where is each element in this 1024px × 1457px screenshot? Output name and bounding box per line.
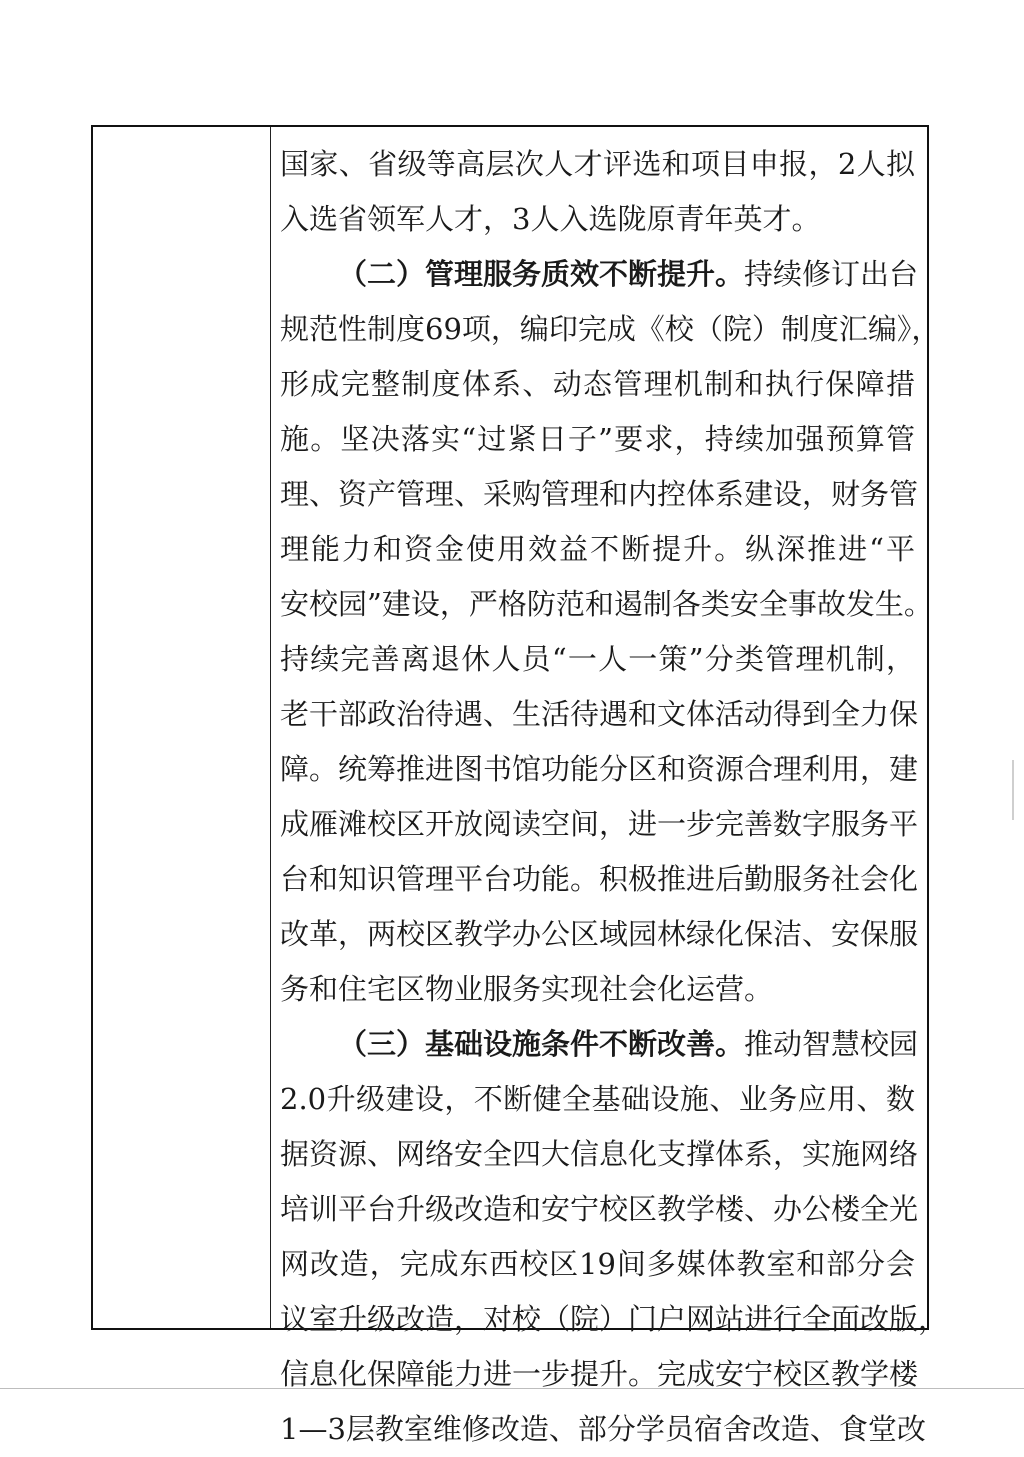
- text-run: 持续修订出台: [744, 257, 919, 291]
- text-line: 1—3层教室维修改造、部分学员宿舍改造、食堂改: [280, 1412, 926, 1446]
- text-line: 议室升级改造，对校（院）门户网站进行全面改版，: [280, 1302, 948, 1336]
- text-line: 理、资产管理、采购管理和内控体系建设，财务管: [280, 477, 919, 511]
- scan-bottom-rule: [0, 1388, 1024, 1389]
- text-line: 据资源、网络安全四大信息化支撑体系，实施网络: [280, 1137, 919, 1171]
- text-line: 形成完整制度体系、动态管理机制和执行保障措: [280, 367, 915, 401]
- text-line: 持续完善离退休人员“一人一策”分类管理机制，: [280, 642, 915, 676]
- section-heading-3: （三）基础设施条件不断改善。: [338, 1027, 745, 1061]
- text-line: 网改造，完成东西校区19间多媒体教室和部分会: [280, 1247, 915, 1281]
- text-line: 信息化保障能力进一步提升。完成安宁校区教学楼: [280, 1357, 919, 1391]
- section-heading-2: （二）管理服务质效不断提升。: [338, 257, 745, 291]
- text-line: 老干部政治待遇、生活待遇和文体活动得到全力保: [280, 697, 919, 731]
- text-line: 安校园”建设，严格防范和遏制各类安全事故发生。: [280, 587, 933, 621]
- text-line: 培训平台升级改造和安宁校区教学楼、办公楼全光: [280, 1192, 919, 1226]
- column-divider: [270, 127, 271, 1328]
- text-line: 障。统筹推进图书馆功能分区和资源合理利用，建: [280, 752, 919, 786]
- text-line: 2.0升级建设，不断健全基础设施、业务应用、数: [280, 1082, 915, 1116]
- scan-artifact: [1012, 760, 1014, 820]
- text-line: 务和住宅区物业服务实现社会化运营。: [280, 972, 774, 1006]
- text-line: 规范性制度69项，编印完成《校（院）制度汇编》，: [280, 312, 941, 346]
- text-line: 理能力和资金使用效益不断提升。纵深推进“平: [280, 532, 915, 566]
- section-heading-line: [280, 1017, 919, 1072]
- text-run: 推动智慧校园: [744, 1027, 919, 1061]
- text-line: 成雁滩校区开放阅读空间，进一步完善数字服务平: [280, 807, 919, 841]
- content-cell: [280, 137, 948, 1457]
- text-line: 改革，两校区教学办公区域园林绿化保洁、安保服: [280, 917, 919, 951]
- document-table: [91, 125, 948, 1446]
- text-line: 台和知识管理平台功能。积极推进后勤服务社会化: [280, 862, 919, 896]
- text-line: 施。坚决落实“过紧日子”要求，持续加强预算管: [280, 422, 915, 456]
- text-line: 入选省领军人才，3人入选陇原青年英才。: [280, 202, 821, 236]
- section-heading-line: [280, 247, 919, 302]
- text-line: 国家、省级等高层次人才评选和项目申报，2人拟: [280, 147, 915, 181]
